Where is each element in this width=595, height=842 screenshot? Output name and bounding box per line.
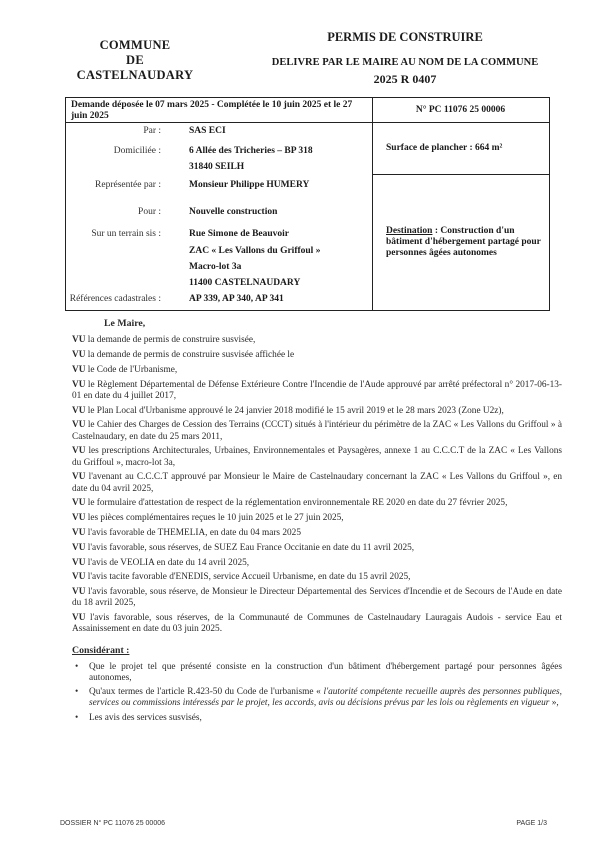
- vu-keyword: VU: [72, 572, 86, 583]
- vu-item: [72, 558, 562, 569]
- vu-keyword: VU: [72, 542, 86, 553]
- value-domiciliee: 6 Allée des Tricheries – BP 318: [189, 146, 313, 156]
- label-representee: Représentée par :: [95, 180, 161, 190]
- destination-text: : Construction d'un bâtiment d'hébergement partagé pour personnes âgées autonomes: [386, 226, 541, 258]
- considerant-2-a: Qu'aux termes de l'article R.423-50 du Code de l'urbanisme «: [89, 687, 324, 698]
- list-item: [72, 713, 562, 724]
- permit-subtitle: DELIVRE PAR LE MAIRE AU NOM DE LA COMMUNE: [271, 57, 539, 68]
- label-terrain: Sur un terrain sis :: [91, 229, 161, 239]
- vu-keyword: VU: [72, 446, 86, 457]
- commune-line-3: CASTELNAUDARY: [76, 68, 194, 82]
- vu-item: [72, 498, 562, 509]
- vu-item: [72, 613, 562, 635]
- permit-number: 2025 R 0407: [373, 72, 437, 86]
- value-domiciliee-city: 31840 SEILH: [189, 162, 245, 172]
- footer-page: PAGE 1/3: [516, 820, 547, 827]
- vu-keyword: VU: [72, 557, 86, 568]
- vu-item: [72, 446, 562, 468]
- vu-text: les prescriptions Architecturales, Urbaines, Environnementales et Paysagères, annexe 1 au C.C.C.T de la ZAC « Les Vallons du Griffoul », macro-lot 3a,: [72, 446, 562, 468]
- le-maire: Le Maire,: [104, 318, 146, 329]
- vu-keyword: VU: [72, 472, 86, 483]
- vu-text: le formulaire d'attestation de respect de la réglementation environnementale RE 2020 en date du 27 février 2025,: [87, 498, 508, 509]
- footer-dossier: DOSSIER N° PC 11076 25 00006: [60, 820, 166, 827]
- demande-dates: Demande déposée le 07 mars 2025 - Complétée le 10 juin 2025 et le 27 juin 2025: [71, 100, 353, 121]
- destination-label: Destination: [386, 226, 433, 236]
- vu-item: [72, 380, 562, 402]
- vu-text: l'avenant au C.C.C.T approuvé par Monsieur le Maire de Castelnaudary concernant la ZAC « Les Vallons du Griffoul », en date du 04 avril 2025,: [72, 472, 562, 494]
- vu-item: [72, 350, 562, 361]
- label-pour: Pour :: [138, 207, 161, 217]
- considerant-heading: Considérant :: [72, 644, 130, 656]
- vu-keyword: VU: [72, 527, 86, 538]
- vu-item: [72, 365, 562, 376]
- vu-keyword: VU: [72, 420, 86, 431]
- vu-text: le Code de l'Urbanisme,: [87, 364, 178, 375]
- commune-header: [60, 38, 210, 83]
- bullet-icon: •: [75, 687, 79, 698]
- value-terrain-lot: Macro-lot 3a: [189, 262, 242, 272]
- commune-line-2: DE: [126, 53, 144, 67]
- vu-keyword: VU: [72, 498, 86, 509]
- vu-text: le Règlement Départemental de Défense Extérieure Contre l'Incendie de l'Aude approuvé par arrêté préfectoral n° 2017-06-13-01 en date du 4 juillet 2017,: [72, 379, 562, 401]
- vu-keyword: VU: [72, 379, 86, 390]
- value-terrain-zac: ZAC « Les Vallons du Griffoul »: [189, 246, 321, 256]
- vu-item: [72, 587, 562, 609]
- vu-list: [72, 335, 562, 635]
- vu-item: [72, 420, 562, 442]
- vu-item: [72, 406, 562, 417]
- vu-text: le Cahier des Charges de Cession des Terrains (CCCT) situés à l'intérieur du périmètre de la ZAC « Les Vallons du Griffoul » à Castelnaudary, en date du 25 mars 2011,: [72, 420, 562, 442]
- considerant-3: Les avis des services susvisés,: [89, 712, 202, 723]
- vu-keyword: VU: [72, 613, 86, 624]
- label-par: Par :: [143, 126, 161, 136]
- vu-item: [72, 572, 562, 583]
- vu-text: l'avis de VEOLIA en date du 14 avril 2025,: [87, 557, 250, 568]
- vu-text: l'avis favorable de THEMELIA, en date du 04 mars 2025: [87, 527, 301, 538]
- list-item: [72, 687, 562, 709]
- considerant-1: Que le projet tel que présenté consiste en la construction d'un bâtiment d'hébergement partagé pour personnes âgées autonomes,: [89, 661, 562, 683]
- vu-item: [72, 335, 562, 346]
- value-cadastre: AP 339, AP 340, AP 341: [189, 294, 284, 304]
- vu-text: l'avis favorable, sous réserves, de la Communauté de Communes de Castelnaudary Lauragais Audois - service Eau et Assainissement en date du 03 juin 2025.: [72, 613, 562, 635]
- destination: [386, 226, 546, 259]
- value-representee: Monsieur Philippe HUMERY: [189, 180, 310, 190]
- vu-keyword: VU: [72, 513, 86, 524]
- label-domiciliee: Domiciliée :: [113, 146, 161, 156]
- vu-text: les pièces complémentaires reçues le 10 juin 2025 et le 27 juin 2025,: [87, 513, 344, 524]
- vu-item: [72, 513, 562, 524]
- vu-text: la demande de permis de construire susvisée,: [87, 335, 256, 346]
- vu-keyword: VU: [72, 405, 86, 416]
- vu-text: l'avis tacite favorable d'ENEDIS, service Accueil Urbanisme, en date du 15 avril 2025,: [87, 572, 411, 583]
- pc-number: N° PC 11076 25 00006: [415, 105, 506, 115]
- vu-text: la demande de permis de construire susvisée affichée le: [87, 350, 295, 360]
- vu-item: [72, 472, 562, 494]
- vu-keyword: VU: [72, 587, 86, 598]
- permit-header: [240, 30, 570, 86]
- value-par: SAS ECI: [189, 126, 226, 136]
- vu-text: l'avis favorable, sous réserve, de Monsieur le Directeur Départemental des Services d'Incendie et de Secours de l'Aude en date du 18 avril 2025,: [72, 587, 562, 609]
- value-terrain-street: Rue Simone de Beauvoir: [189, 229, 290, 239]
- vu-text: l'avis favorable, sous réserves, de SUEZ Eau France Occitanie en date du 11 avril 2025,: [87, 542, 415, 553]
- permit-title: PERMIS DE CONSTRUIRE: [327, 30, 483, 44]
- value-pour: Nouvelle construction: [189, 207, 278, 217]
- vu-item: [72, 543, 562, 554]
- vu-keyword: VU: [72, 335, 86, 346]
- commune-line-1: COMMUNE: [99, 38, 171, 52]
- surface-plancher: Surface de plancher : 664 m²: [386, 143, 503, 153]
- document-body: [72, 318, 562, 727]
- vu-text: le Plan Local d'Urbanisme approuvé le 24 janvier 2018 modifié le 15 avril 2019 et le 28 mars 2023 (Zone U2z),: [87, 405, 504, 416]
- vu-keyword: VU: [72, 350, 86, 360]
- value-terrain-city: 11400 CASTELNAUDARY: [189, 278, 301, 288]
- label-cadastre: Références cadastrales :: [69, 294, 161, 304]
- permit-summary-table: [65, 97, 550, 311]
- vu-item: [72, 528, 562, 539]
- list-item: [72, 662, 562, 684]
- considerant-2-quote: l'autorité compétente recueille auprès des personnes publiques, services ou commissions intéressés par le projet, les accords, avis ou décisions prévus par les lois ou règlements en vigueur: [89, 687, 562, 709]
- bullet-icon: •: [75, 661, 79, 672]
- considerant-list: [72, 662, 562, 724]
- considerant-2-c: »,: [549, 698, 559, 709]
- vu-keyword: VU: [72, 364, 86, 375]
- bullet-icon: •: [75, 712, 79, 723]
